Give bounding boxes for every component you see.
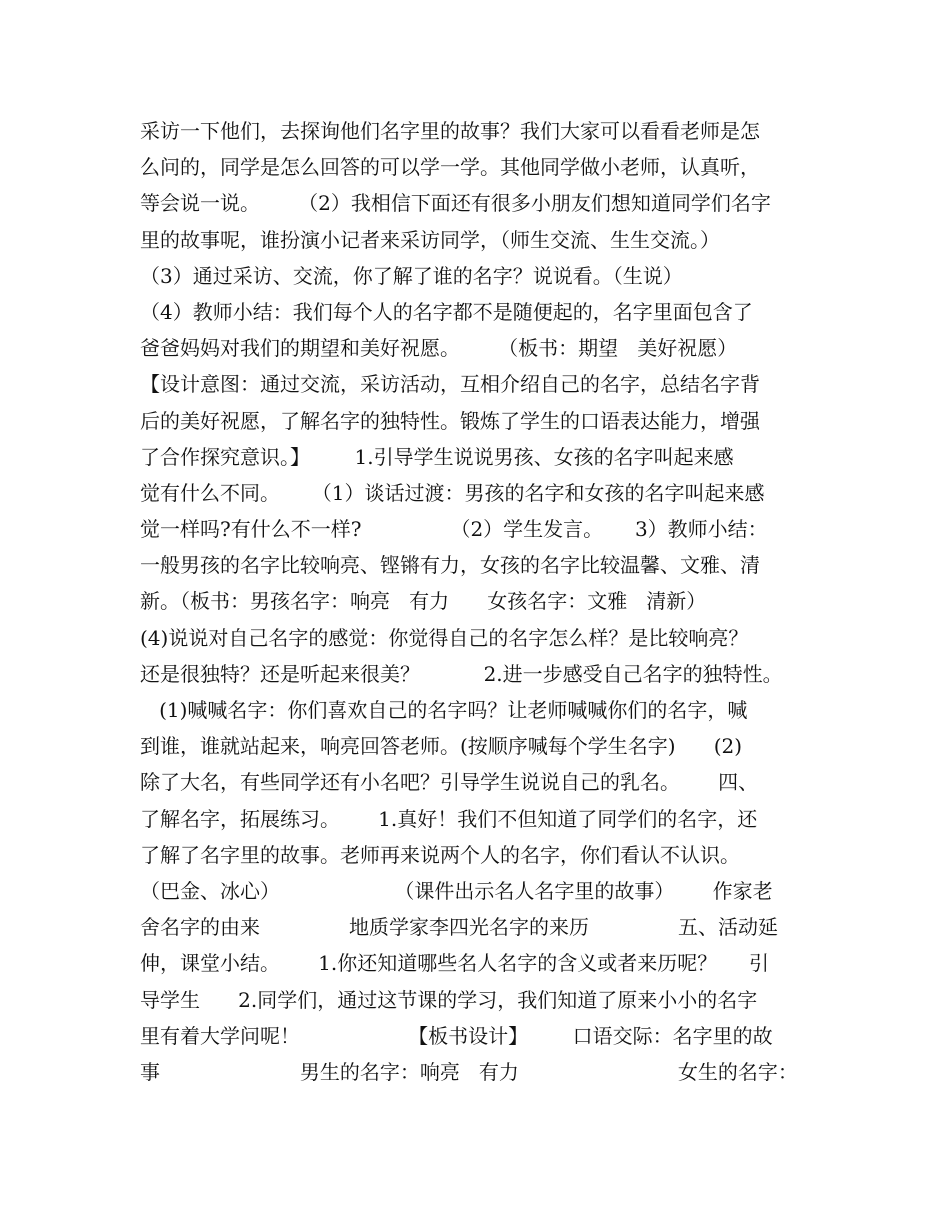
text-line: （4）教师小结：我们每个人的名字都不是随便起的，名字里面包含了: [140, 299, 753, 324]
text-line: (4)说说对自己名字的感觉：你觉得自己的名字怎么样？是比较响亮？: [140, 625, 749, 650]
text-line: 里的故事呢，谁扮演小记者来采访同学，（师生交流、生生交流。）: [140, 227, 720, 252]
text-line: 伸，课堂小结。 1.你还知道哪些名人名字的含义或者来历呢？ 引: [140, 951, 770, 976]
text-line: （3）通过采访、交流，你了解了谁的名字？说说看。（生说）: [140, 263, 683, 288]
text-line: 觉有什么不同。 （1）谈话过渡：男孩的名字和女孩的名字叫起来感: [140, 480, 765, 505]
text-line: 里有着大学问呢！ 【板书设计】 口语交际：名字里的故: [140, 1023, 773, 1048]
text-line: (1)喊喊名字：你们喜欢自己的名字吗？让老师喊喊你们的名字，喊: [140, 698, 748, 722]
text-line: 了解了名字里的故事。老师再来说两个人的名字，你们看认不认识。: [140, 842, 740, 867]
text-line: 舍名字的由来 地质学家李四光名字的来历 五、活动延: [140, 915, 779, 940]
text-line: 到谁，谁就站起来，响亮回答老师。(按顺序喊每个学生名字) (2): [140, 734, 743, 759]
text-line: 一般男孩的名字比较响亮、铿锵有力，女孩的名字比较温馨、文雅、清: [140, 553, 760, 578]
text-line: 觉一样吗?有什么不一样? （2）学生发言。 3）教师小结：: [140, 517, 768, 542]
text-line: 导学生 2.同学们，通过这节课的学习，我们知道了原来小小的名字: [140, 987, 758, 1012]
text-line: 等会说一说。 （2）我相信下面还有很多小朋友们想知道同学们名字: [140, 191, 771, 216]
text-line: 还是很独特？还是听起来很美？ 2.进一步感受自己名字的独特性。: [140, 661, 783, 686]
text-line: 除了大名，有些同学还有小名吧？引导学生说说自己的乳名。 四、: [140, 770, 759, 795]
text-line: 采访一下他们，去探询他们名字里的故事？我们大家可以看看老师是怎: [140, 119, 760, 143]
text-line: 新。（板书：男孩名字：响亮 有力 女孩名字：文雅 清新）: [140, 589, 707, 614]
text-line: 了解名字，拓展练习。 1.真好！我们不但知道了同学们的名字，还: [140, 806, 758, 831]
body-text: [140, 113, 830, 1090]
text-line: 了合作探究意识。】 1.引导学生说说男孩、女孩的名字叫起来感: [140, 444, 734, 469]
text-line: 后的美好祝愿，了解名字的独特性。锻炼了学生的口语表达能力，增强: [140, 408, 760, 433]
text-line: （巴金、冰心） （课件出示名人名字里的故事） 作家老: [140, 878, 773, 903]
text-line: 【设计意图：通过交流，采访活动，互相介绍自己的名字，总结名字背: [140, 372, 760, 397]
text-line: 事 男生的名字：响亮 有力 女生的名字：: [140, 1059, 798, 1084]
text-line: 爸爸妈妈对我们的期望和美好祝愿。 （板书：期望 美好祝愿）: [140, 336, 738, 361]
text-line: 么问的，同学是怎么回答的可以学一学。其他同学做小老师，认真听，: [140, 155, 760, 180]
